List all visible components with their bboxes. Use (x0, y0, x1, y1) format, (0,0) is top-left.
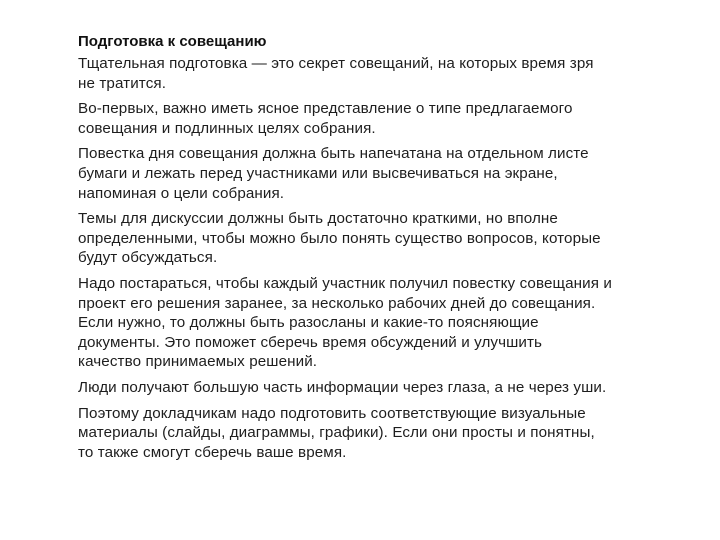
paragraph-preparation-secret: Тщательная подготовка — это секрет совещаний, на которых время зря не тратится. (78, 55, 594, 92)
paragraph-agenda: Повестка дня совещания должна быть напечатана на отдельном листе бумаги и лежать перед участниками или высвечиваться на экране, напоминая о цели собрания. (78, 145, 589, 202)
paragraph-meeting-type: Во-первых, важно иметь ясное представление о типе предлагаемого совещания и подлинных целях собрания. (78, 100, 573, 137)
document-title: Подготовка к совещанию (78, 33, 267, 50)
paragraph-visual-information: Люди получают большую часть информации через глаза, а не через уши. (78, 378, 607, 396)
document-body (78, 32, 668, 468)
paragraph-discussion-topics: Темы для дискуссии должны быть достаточно краткими, но вполне определенными, чтобы можно было понять существо вопросов, которые будут обсуждаться. (78, 210, 601, 267)
paragraph-visual-materials: Поэтому докладчикам надо подготовить соответствующие визуальные материалы (слайды, диаграммы, графики). Если они просты и понятны, то также смогут сберечь ваше время. (78, 404, 595, 461)
paragraph-advance-materials: Надо постараться, чтобы каждый участник получил повестку совещания и проект его решения заранее, за несколько рабочих дней до совещания. Если нужно, то должны быть разосланы и какие-то поясняющие документы. Это поможет сберечь время обсуждений и улучшить качество принимаемых решений. (78, 274, 612, 371)
